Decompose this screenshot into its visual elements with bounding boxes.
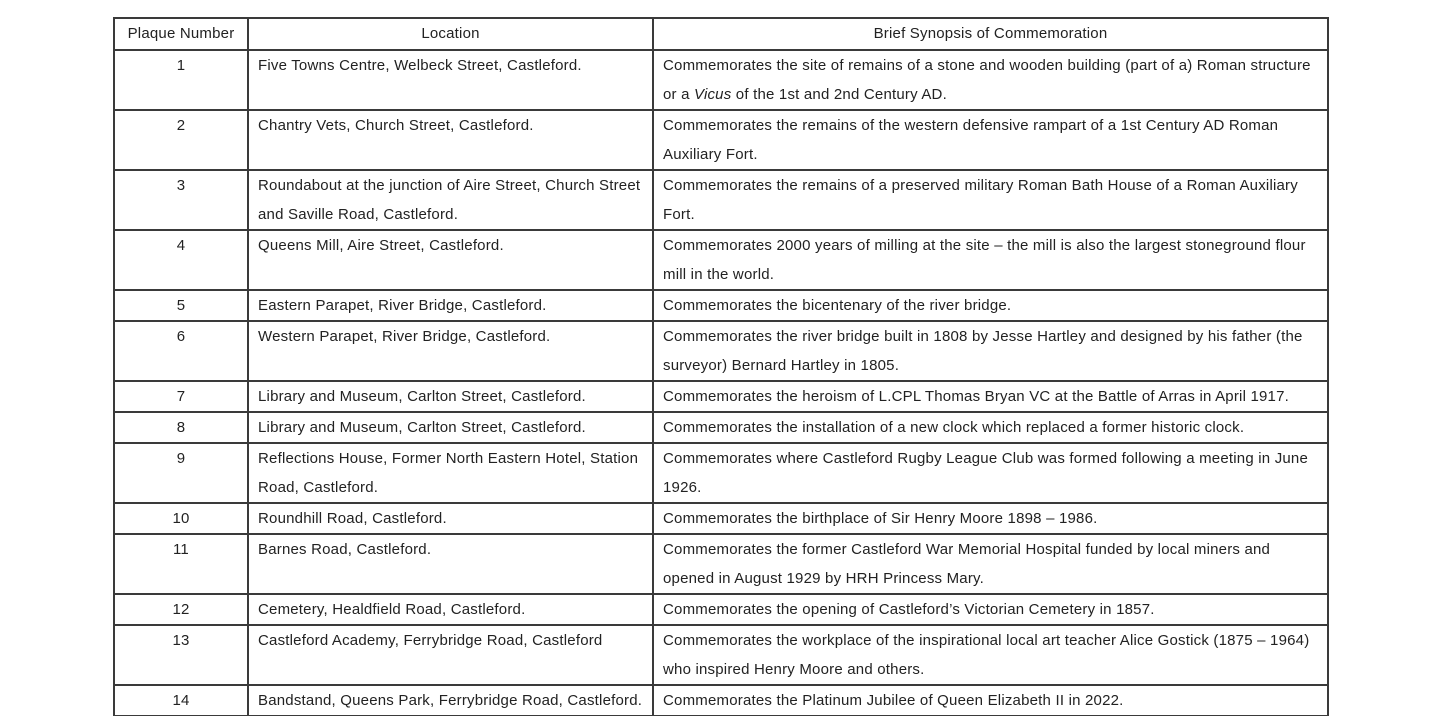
synopsis-cell: Commemorates the workplace of the inspirational local art teacher Alice Gostick (1875 – 1964) who inspired Henry Moore and others.: [653, 625, 1328, 685]
location-cell: Roundabout at the junction of Aire Street, Church Street and Saville Road, Castleford.: [248, 170, 653, 230]
synopsis-segment: of the 1st and 2nd Century AD.: [731, 86, 947, 103]
table-row: [114, 170, 1328, 230]
table-row: [114, 381, 1328, 412]
plaque-number-cell: 10: [114, 503, 248, 534]
plaque-number-cell: 1: [114, 50, 248, 110]
synopsis-cell: Commemorates the remains of a preserved military Roman Bath House of a Roman Auxiliary Fort.: [653, 170, 1328, 230]
table-row: [114, 685, 1328, 716]
plaque-number-cell: 14: [114, 685, 248, 716]
location-cell: Queens Mill, Aire Street, Castleford.: [248, 230, 653, 290]
table-row: [114, 412, 1328, 443]
plaque-number-cell: 5: [114, 290, 248, 321]
location-cell: Chantry Vets, Church Street, Castleford.: [248, 110, 653, 170]
table-row: [114, 625, 1328, 685]
column-header-location: Location: [248, 18, 653, 50]
plaque-number-cell: 2: [114, 110, 248, 170]
table-row: [114, 50, 1328, 110]
location-cell: Roundhill Road, Castleford.: [248, 503, 653, 534]
plaque-number-cell: 8: [114, 412, 248, 443]
table-row: [114, 321, 1328, 381]
plaque-table: [113, 17, 1329, 716]
location-cell: Bandstand, Queens Park, Ferrybridge Road, Castleford.: [248, 685, 653, 716]
location-cell: Barnes Road, Castleford.: [248, 534, 653, 594]
location-cell: Eastern Parapet, River Bridge, Castleford.: [248, 290, 653, 321]
location-cell: Cemetery, Healdfield Road, Castleford.: [248, 594, 653, 625]
synopsis-cell: Commemorates the bicentenary of the river bridge.: [653, 290, 1328, 321]
synopsis-cell: Commemorates the birthplace of Sir Henry Moore 1898 – 1986.: [653, 503, 1328, 534]
synopsis-cell: Commemorates the former Castleford War Memorial Hospital funded by local miners and opened in August 1929 by HRH Princess Mary.: [653, 534, 1328, 594]
location-cell: Western Parapet, River Bridge, Castleford.: [248, 321, 653, 381]
synopsis-segment: Commemorates the site of remains of a stone and wooden building (part of a) Roman structure or a: [663, 57, 1311, 103]
table-row: [114, 443, 1328, 503]
location-cell: Reflections House, Former North Eastern Hotel, Station Road, Castleford.: [248, 443, 653, 503]
location-cell: Five Towns Centre, Welbeck Street, Castleford.: [248, 50, 653, 110]
column-header-synopsis: Brief Synopsis of Commemoration: [653, 18, 1328, 50]
plaque-number-cell: 3: [114, 170, 248, 230]
synopsis-cell: Commemorates the opening of Castleford’s Victorian Cemetery in 1857.: [653, 594, 1328, 625]
plaque-number-cell: 12: [114, 594, 248, 625]
synopsis-cell: Commemorates the river bridge built in 1808 by Jesse Hartley and designed by his father (the surveyor) Bernard Hartley in 1805.: [653, 321, 1328, 381]
synopsis-cell: [653, 50, 1328, 110]
table-row: [114, 110, 1328, 170]
header-row: [114, 18, 1328, 50]
table-row: [114, 290, 1328, 321]
synopsis-cell: Commemorates the installation of a new clock which replaced a former historic clock.: [653, 412, 1328, 443]
synopsis-cell: Commemorates the remains of the western defensive rampart of a 1st Century AD Roman Auxiliary Fort.: [653, 110, 1328, 170]
plaque-number-cell: 6: [114, 321, 248, 381]
table-row: [114, 503, 1328, 534]
table-body: [114, 50, 1328, 716]
table-row: [114, 230, 1328, 290]
synopsis-italic-segment: Vicus: [694, 86, 732, 103]
column-header-plaque-number: Plaque Number: [114, 18, 248, 50]
synopsis-cell: Commemorates the heroism of L.CPL Thomas Bryan VC at the Battle of Arras in April 1917.: [653, 381, 1328, 412]
location-cell: Castleford Academy, Ferrybridge Road, Castleford: [248, 625, 653, 685]
plaque-number-cell: 9: [114, 443, 248, 503]
synopsis-cell: Commemorates the Platinum Jubilee of Queen Elizabeth II in 2022.: [653, 685, 1328, 716]
plaque-number-cell: 11: [114, 534, 248, 594]
location-cell: Library and Museum, Carlton Street, Castleford.: [248, 381, 653, 412]
plaque-number-cell: 4: [114, 230, 248, 290]
synopsis-cell: Commemorates 2000 years of milling at the site – the mill is also the largest stoneground flour mill in the world.: [653, 230, 1328, 290]
plaque-number-cell: 7: [114, 381, 248, 412]
plaque-number-cell: 13: [114, 625, 248, 685]
synopsis-cell: Commemorates where Castleford Rugby League Club was formed following a meeting in June 1926.: [653, 443, 1328, 503]
table-row: [114, 594, 1328, 625]
table-row: [114, 534, 1328, 594]
location-cell: Library and Museum, Carlton Street, Castleford.: [248, 412, 653, 443]
